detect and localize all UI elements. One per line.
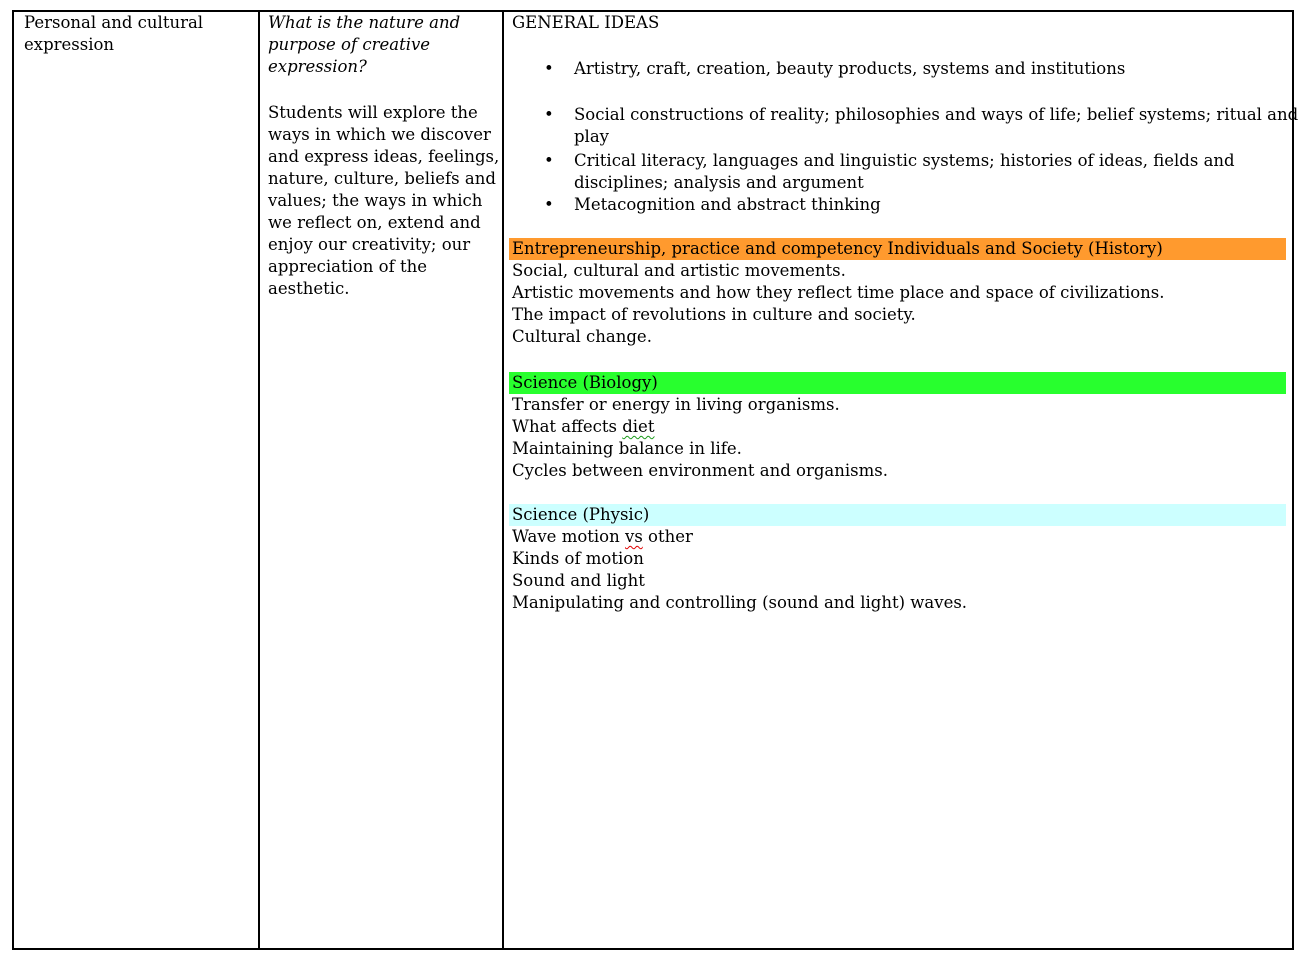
bullet-item — [574, 104, 1299, 148]
paragraph-line: enjoy our creativity; our — [268, 235, 471, 254]
paragraph-line: appreciation of the — [268, 257, 427, 276]
biology-line-prefix: What affects — [512, 417, 623, 436]
history-line: The impact of revolutions in culture and society. — [512, 305, 916, 324]
biology-heading: Science (Biology) — [509, 372, 1286, 394]
biology-line: Maintaining balance in life. — [512, 439, 742, 458]
bullet-item — [574, 150, 1284, 194]
paragraph-line: values; the ways in which — [268, 191, 483, 210]
physics-line: Sound and light — [512, 571, 645, 590]
paragraph-line: Students will explore the — [268, 103, 478, 122]
bullet-line: Artistry, craft, creation, beauty products, systems and institutions — [574, 59, 1126, 78]
bullet-item — [574, 194, 1284, 216]
history-line: Cultural change. — [512, 327, 652, 346]
theme-title-line: Personal and cultural — [24, 13, 204, 32]
guiding-question — [268, 12, 460, 78]
history-line: Artistic movements and how they reflect time place and space of civilizations. — [512, 283, 1165, 302]
biology-line — [509, 416, 1286, 438]
curriculum-table — [12, 10, 1299, 950]
content-cell — [504, 12, 1299, 948]
history-line: Social, cultural and artistic movements. — [512, 261, 846, 280]
question-line: expression? — [268, 57, 367, 76]
theme-title — [24, 12, 203, 56]
bullet-line: Metacognition and abstract thinking — [574, 195, 881, 214]
paragraph-line: and express ideas, feelings, — [268, 147, 500, 166]
bullet-icon: • — [544, 59, 554, 78]
bullet-icon: • — [544, 151, 554, 170]
physics-heading: Science (Physic) — [509, 504, 1286, 526]
paragraph-line: aesthetic. — [268, 279, 350, 298]
question-line: What is the nature and — [268, 13, 461, 32]
biology-line: Cycles between environment and organisms. — [512, 461, 888, 480]
physics-line — [509, 526, 1286, 548]
bullet-item — [574, 58, 1284, 80]
bullet-icon: • — [544, 195, 554, 214]
paragraph-line: ways in which we discover — [268, 125, 491, 144]
history-section — [509, 238, 1286, 348]
general-ideas-title: GENERAL IDEAS — [512, 13, 660, 32]
bullet-icon: • — [544, 105, 554, 124]
description-cell — [260, 12, 504, 948]
grammar-flagged-word[interactable]: diet — [622, 417, 655, 436]
physics-line: Manipulating and controlling (sound and light) waves. — [512, 593, 968, 612]
theme-title-line: expression — [24, 35, 115, 54]
paragraph-line: nature, culture, beliefs and — [268, 169, 496, 188]
description-paragraph — [268, 102, 499, 300]
physics-section — [509, 504, 1286, 614]
bullet-line: play — [574, 127, 609, 146]
bullet-line: disciplines; analysis and argument — [574, 173, 864, 192]
biology-line: Transfer or energy in living organisms. — [512, 395, 840, 414]
history-heading: Entrepreneurship, practice and competency Individuals and Society (History) — [509, 238, 1286, 260]
theme-cell — [14, 12, 260, 948]
spelling-flagged-word[interactable]: vs — [625, 527, 643, 546]
paragraph-line: we reflect on, extend and — [268, 213, 481, 232]
question-line: purpose of creative — [268, 35, 431, 54]
bullet-line: Critical literacy, languages and linguistic systems; histories of ideas, fields and — [574, 151, 1235, 170]
physics-line-prefix: Wave motion — [512, 527, 625, 546]
biology-section — [509, 372, 1286, 482]
physics-line-suffix: other — [642, 527, 693, 546]
bullet-line: Social constructions of reality; philosophies and ways of life; belief systems; ritual and — [574, 105, 1299, 124]
physics-line: Kinds of motion — [512, 549, 644, 568]
